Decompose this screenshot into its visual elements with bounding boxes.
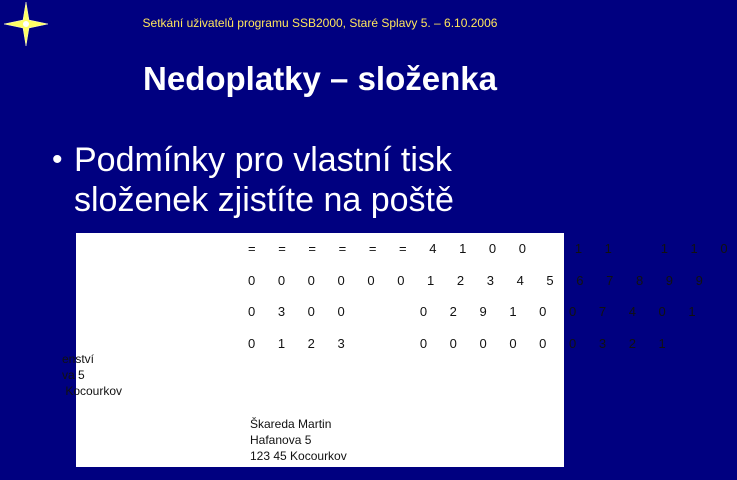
recipient-address (250, 416, 347, 464)
code-row-1: = = = = = = 4 1 0 0 1 1 1 1 0 (248, 241, 737, 256)
code-row-3: 0 3 0 0 0 2 9 1 0 0 7 4 0 1 (248, 304, 706, 319)
slide-header: Setkání uživatelů programu SSB2000, Staré Splavy 5. – 6.10.2006 (142, 16, 498, 30)
code-row-2: 0 0 0 0 0 0 1 2 3 4 5 6 7 8 9 9 (248, 273, 713, 288)
code-row-4: 0 1 2 3 0 0 0 0 0 0 3 2 1 (248, 336, 676, 351)
left-address-line-2: va 5 (62, 368, 85, 382)
bullet-line-2: složenek zjistíte na poště (74, 181, 454, 219)
bullet-item (52, 140, 612, 220)
bullet-line-1: Podmínky pro vlastní tisk (74, 141, 452, 179)
bullet-dot: • (52, 143, 63, 176)
recipient-city: 123 45 Kocourkov (250, 449, 347, 463)
left-address-line-1: enství (62, 352, 95, 366)
bullet-text (74, 140, 454, 220)
slide-title: Nedoplatky – složenka (143, 60, 497, 97)
left-address-line-3: Kocourkov (62, 384, 123, 398)
payment-slip-image (62, 233, 737, 467)
recipient-street: Hafanova 5 (250, 433, 312, 447)
recipient-name: Škareda Martin (250, 417, 332, 431)
left-address (62, 351, 122, 399)
